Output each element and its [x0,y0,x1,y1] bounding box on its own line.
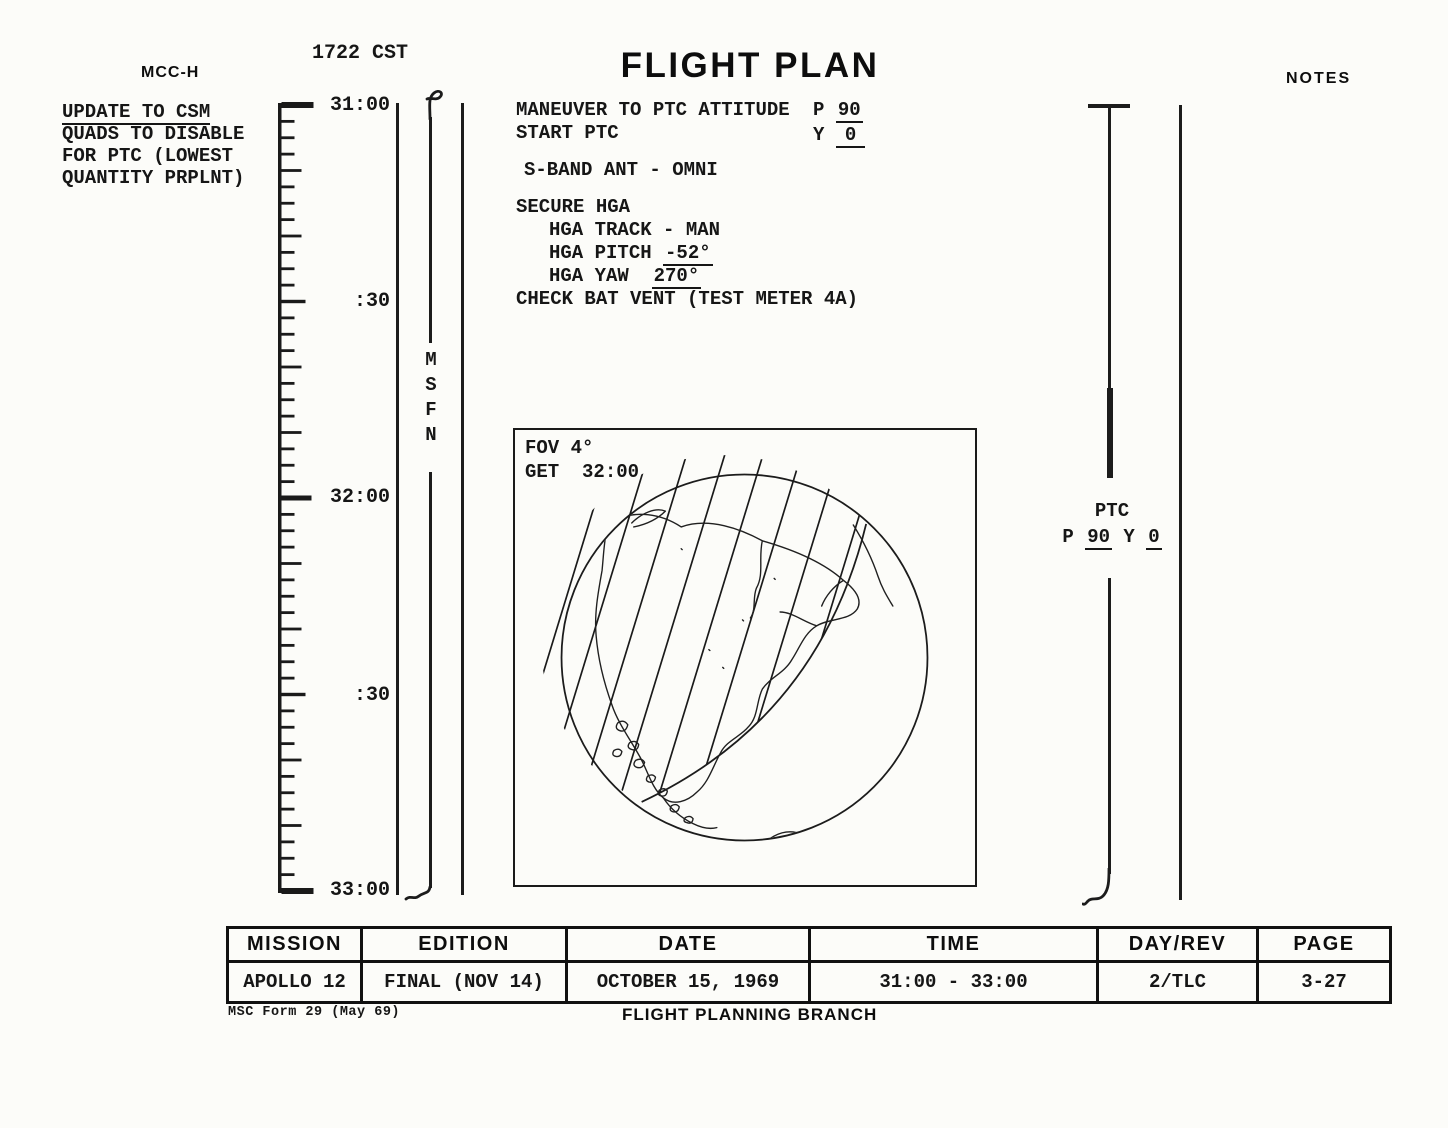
msfn-letter-f: F [425,399,437,421]
timeline-label-3130: :30 [353,290,390,313]
header-page: PAGE [1293,933,1355,955]
ptc-bar-thick-segment [1107,388,1113,478]
proc-check-bat: CHECK BAT VENT (TEST METER 4A) [516,288,859,310]
hga-yaw-label: HGA YAW [549,265,652,287]
timeline-label-3200: 32:00 [329,486,390,509]
ptc-attitude-values [1058,526,1166,548]
y-value: 0 [836,124,865,148]
notes-column-line [1179,105,1182,900]
value-page: 3-27 [1301,971,1347,993]
y-label: Y [813,124,825,146]
mcc-note-line-3: FOR PTC (LOWEST [62,145,234,167]
msfn-letter-m: M [425,349,437,371]
header-edition: EDITION [363,929,568,960]
earth-globe-graphic [515,430,974,884]
fov-label: FOV 4° [525,437,594,459]
msfn-letter-n: N [425,424,437,446]
table-header-row [229,929,1389,963]
terminator-line [642,524,867,802]
mcc-note-block [62,101,244,189]
table-value-row [229,963,1389,1001]
header-mission: MISSION [229,929,363,960]
header-dayrev: DAY/REV [1099,929,1259,960]
cst-time-label: 1722 CST [312,42,409,65]
ptc-y-value: 0 [1148,526,1160,548]
ptc-y-label: Y [1123,526,1135,548]
proc-yaw-attitude [813,124,865,146]
earth-disc-outline [562,475,928,841]
mcc-note-line-4: QUANTITY PRPLNT) [62,167,245,189]
night-side-hatching [515,430,974,884]
form-number-label: MSC Form 29 (May 69) [228,1005,401,1020]
mcc-note-underlined-text: UPDATE TO CSM [62,101,211,123]
notes-label: NOTES [1286,70,1352,87]
value-edition: FINAL (NOV 14) [384,971,544,993]
page-title: FLIGHT PLAN [620,46,880,85]
mission-info-table [226,926,1392,1004]
ptc-p-label: P [1062,526,1074,548]
ptc-bar-lower [1108,578,1111,874]
ptc-bar-upper [1108,104,1111,388]
proc-pitch-attitude [813,99,863,121]
get-label: GET 32:00 [525,461,640,483]
mcc-note-line-1 [62,101,244,123]
value-mission: APOLLO 12 [243,971,346,993]
hga-pitch-label: HGA PITCH [549,242,664,264]
p-label: P [813,99,825,121]
value-dayrev: 2/TLC [1148,971,1206,993]
hga-yaw-value: 270° [653,265,700,287]
p-value: 90 [837,99,861,121]
mcc-h-label: MCC-H [141,64,200,81]
hga-pitch-value: -52° [665,242,711,264]
proc-start-ptc: START PTC [516,122,619,144]
msfn-bar-lower [429,472,432,888]
proc-hga-pitch [549,242,713,264]
ptc-label: PTC [1094,500,1130,522]
ptc-attitude-block [1058,500,1166,548]
break-squiggle-top-icon [416,88,446,120]
activity-bar-left [396,103,399,895]
continent-outlines [596,510,893,839]
mcc-note-line-2: QUADS TO DISABLE [62,123,245,145]
proc-secure-hga: SECURE HGA [516,196,631,218]
proc-sband: S-BAND ANT - OMNI [524,159,718,181]
ptc-bar-bottom-hook-icon [1082,868,1114,908]
proc-hga-yaw [549,265,701,287]
fov-earth-view-box [513,428,977,887]
activity-bar-right [461,103,464,895]
timeline-label-3230: :30 [353,684,390,707]
timeline-label-3100: 31:00 [329,94,390,117]
ptc-p-value: 90 [1087,526,1110,548]
msfn-letter-s: S [425,374,437,396]
msfn-station-label [421,348,441,448]
header-date: DATE [568,929,811,960]
break-squiggle-bottom-icon [402,886,436,908]
header-time: TIME [811,929,1099,960]
proc-hga-track: HGA TRACK - MAN [549,219,721,241]
proc-maneuver: MANEUVER TO PTC ATTITUDE [516,99,790,121]
msfn-bar-upper [429,117,432,343]
branch-label: FLIGHT PLANNING BRANCH [622,1005,878,1024]
value-date: OCTOBER 15, 1969 [596,971,780,993]
timeline-label-3300: 33:00 [329,879,390,902]
value-time: 31:00 - 33:00 [879,971,1028,993]
